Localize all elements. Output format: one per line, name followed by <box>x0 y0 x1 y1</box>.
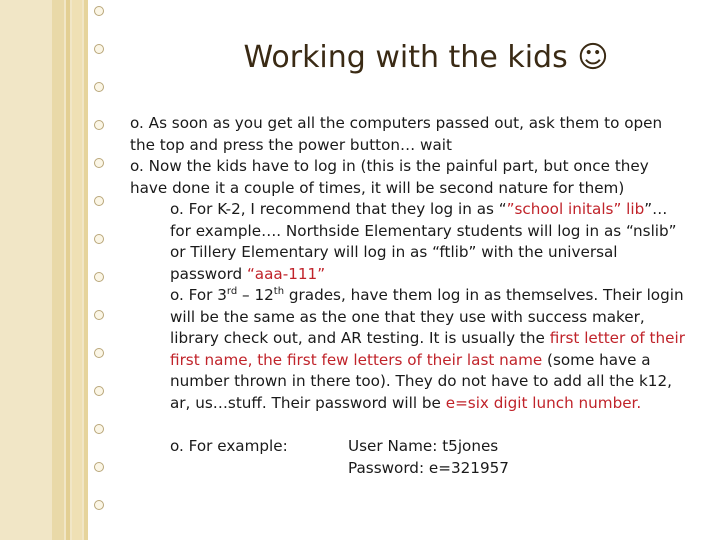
binder-ring <box>94 196 104 206</box>
binder-rings <box>88 0 108 540</box>
example-block <box>170 436 690 480</box>
binder-ring <box>94 272 104 282</box>
smiley-face-icon: ☺ <box>577 40 609 75</box>
slide-body <box>130 113 690 480</box>
example-label: o. For example: <box>170 437 288 455</box>
example-credentials <box>348 436 509 479</box>
sidebar-stripe <box>72 0 82 540</box>
paragraph-k2 <box>170 199 690 285</box>
binder-ring <box>94 386 104 396</box>
paragraph-startup: o. As soon as you get all the computers passed out, ask them to open the top and press the power button… wait <box>130 114 663 154</box>
g3-text-3: grades, have them log in as themselves. Their login will be the same as the one that they use with success maker, library check out, and AR testing. It is usually the <box>170 286 684 347</box>
binder-ring <box>94 44 104 54</box>
example-password: Password: e=321957 <box>348 458 509 477</box>
sidebar-stripe <box>66 0 70 540</box>
binder-ring <box>94 82 104 92</box>
binder-ring <box>94 310 104 320</box>
example-username: User Name: t5jones <box>348 437 499 455</box>
g3-sup-2: th <box>273 285 285 297</box>
k2-text-1: o. For K-2, I recommend that they log in as “ <box>170 200 507 218</box>
binder-ring <box>94 6 104 16</box>
g3-highlight-password: e=six digit lunch number. <box>445 393 642 412</box>
paragraph-login: o. Now the kids have to log in (this is the painful part, but once they have done it a couple of times, it will be second nature for them) <box>130 157 649 197</box>
binder-ring <box>94 348 104 358</box>
binder-ring <box>94 424 104 434</box>
binder-ring <box>94 120 104 130</box>
title-text: Working with the kids <box>243 40 568 75</box>
g3-text-4: (some have a number thrown in there too). They do not have to add all the k12, ar, us…stuff. Their password will be <box>170 350 672 412</box>
decorative-sidebar <box>0 0 88 540</box>
g3-text-1: o. For 3 <box>170 286 227 304</box>
k2-highlight-1: ”school initals” lib <box>506 200 645 218</box>
binder-ring <box>94 462 104 472</box>
page-title <box>196 40 656 75</box>
paragraph-grades-3-12 <box>170 285 690 414</box>
g3-highlight-1: first letter of their first name, the first few letters of their last name <box>170 329 685 369</box>
k2-highlight-password: “aaa-111” <box>246 264 326 283</box>
sidebar-stripe <box>52 0 64 540</box>
binder-ring <box>94 234 104 244</box>
g3-text-2: – 12 <box>237 286 274 304</box>
binder-ring <box>94 158 104 168</box>
binder-ring <box>94 500 104 510</box>
g3-sup-1: rd <box>226 285 238 297</box>
k2-text-2: ”… for example…. Northside Elementary students will log in as “nslib” or Tillery Elementary will log in as “ftlib” with the universal password <box>170 200 677 283</box>
